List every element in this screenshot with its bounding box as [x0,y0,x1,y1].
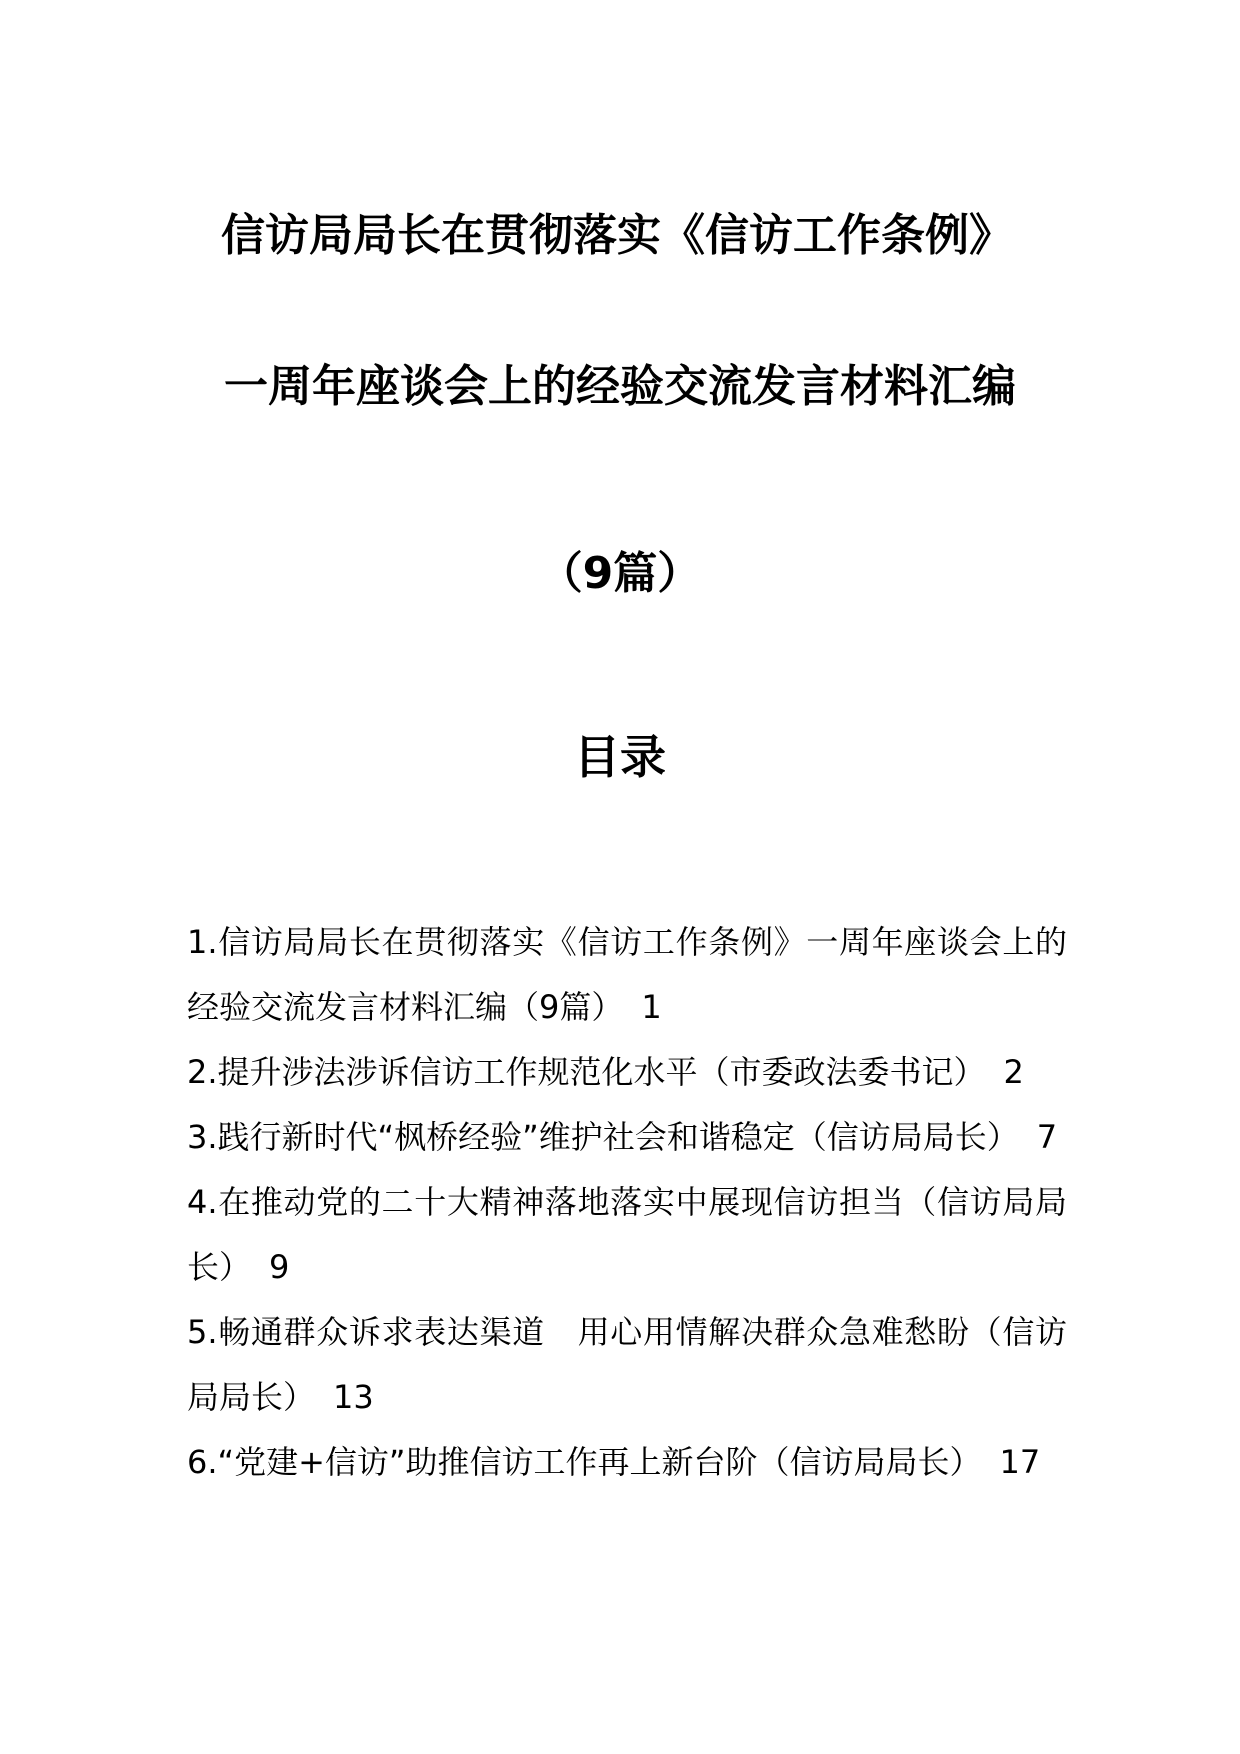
toc-entry-text: 6.“党建+信访”助推信访工作再上新台阶（信访局局长） [187,1443,982,1481]
toc-page-number: 7 [1036,1118,1058,1156]
toc-entry-3[interactable] [187,1105,1067,1170]
toc-entry-text: 3.践行新时代“枫桥经验”维护社会和谐稳定（信访局局长） [187,1118,1019,1156]
toc-page-number: 1 [641,988,662,1026]
toc-entry-text: 2.提升涉法涉诉信访工作规范化水平（市委政法委书记） [187,1053,986,1091]
toc-entry-4[interactable] [187,1170,1067,1300]
document-title-count: （9篇） [538,548,702,599]
toc-entry-text: 4.在推动党的二十大精神落地落实中展现信访担当（信访局局长） [187,1183,1067,1286]
toc-entry-text: 5.畅通群众诉求表达渠道 用心用情解决群众急难愁盼（信访局局长） [187,1313,1067,1416]
toc-page-number: 13 [333,1378,374,1416]
toc-entry-text: 1.信访局局长在贯彻落实《信访工作条例》一周年座谈会上的经验交流发言材料汇编（9篇） [187,923,1067,1026]
toc-page-number: 9 [269,1248,290,1286]
toc-entry-6[interactable] [187,1430,1067,1495]
toc-page-number: 2 [1003,1053,1024,1091]
document-title-line-1: 信访局局长在贯彻落实《信访工作条例》 [221,210,1013,261]
toc-page-number: 17 [999,1443,1041,1481]
toc-entry-5[interactable] [187,1300,1067,1430]
toc-entry-2[interactable] [187,1040,1067,1105]
document-title-line-2: 一周年座谈会上的经验交流发言材料汇编 [224,361,1016,412]
toc-entry-1[interactable] [187,910,1067,1040]
table-of-contents [187,910,1067,1495]
toc-heading: 目录 [574,730,666,784]
